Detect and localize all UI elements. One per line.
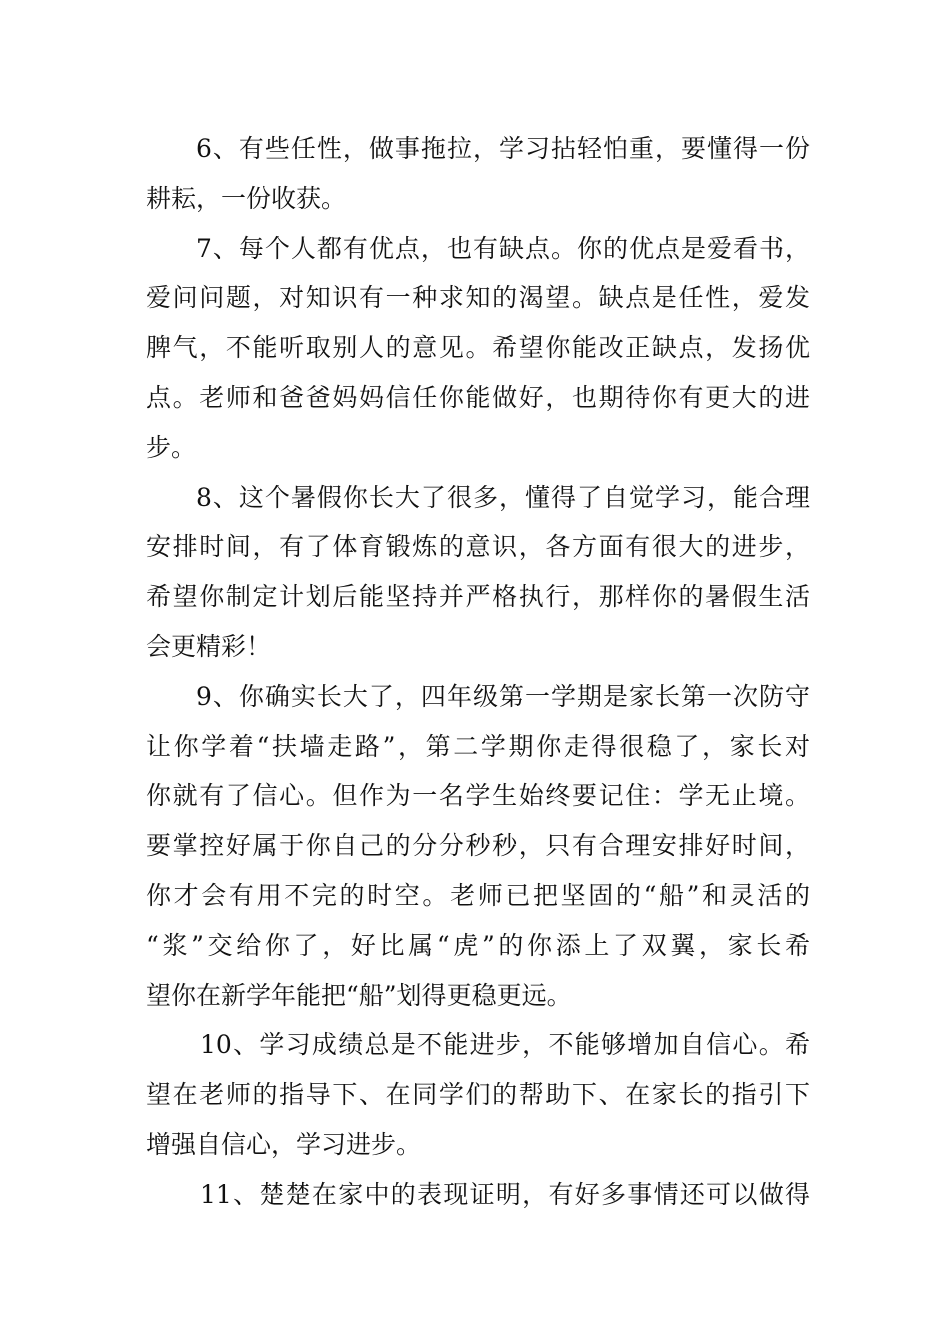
paragraph-8-line-1: 8、这个暑假你长大了很多，懂得了自觉学习，能合理: [196, 482, 810, 512]
paragraph-10-line-2: 望在老师的指导下、在同学们的帮助下、在家长的指引下: [146, 1080, 810, 1110]
paragraph-9-line-4: 要掌控好属于你自己的分分秒秒，只有合理安排好时间，: [146, 831, 810, 861]
paragraph-8-line-4: 会更精彩！: [146, 631, 272, 661]
paragraph-9-line-7: 望你在新学年能把“船”划得更稳更远。: [146, 980, 572, 1010]
paragraph-10-line-3: 增强自信心，学习进步。: [146, 1129, 422, 1159]
paragraph-7-line-3: 脾气，不能听取别人的意见。希望你能改正缺点，发扬优: [146, 333, 810, 363]
paragraph-8-line-2: 安排时间，有了体育锻炼的意识，各方面有很大的进步，: [146, 532, 810, 562]
paragraph-9-line-3: 你就有了信心。但作为一名学生始终要记住：学无止境。: [146, 781, 810, 811]
paragraph-10-line-1: 10、学习成绩总是不能进步，不能够增加自信心。希: [200, 1030, 810, 1060]
paragraph-9-line-5: 你才会有用不完的时空。老师已把坚固的“船”和灵活的: [146, 880, 810, 910]
paragraph-7-line-5: 步。: [146, 432, 197, 462]
paragraph-9-line-2: 让你学着“扶墙走路”，第二学期你走得很稳了，家长对: [146, 731, 810, 761]
paragraph-8-line-3: 希望你制定计划后能坚持并严格执行，那样你的暑假生活: [146, 582, 810, 612]
document-body: [146, 124, 810, 1220]
paragraph-7-line-1: 7、每个人都有优点，也有缺点。你的优点是爱看书，: [196, 233, 810, 263]
paragraph-9-line-1: 9、你确实长大了，四年级第一学期是家长第一次防守: [196, 681, 810, 711]
paragraph-6-line-2: 耕耘，一份收获。: [146, 183, 347, 213]
paragraph-7-line-2: 爱问问题，对知识有一种求知的渴望。缺点是任性，爱发: [146, 283, 810, 313]
paragraph-7-line-4: 点。老师和爸爸妈妈信任你能做好，也期待你有更大的进: [146, 382, 810, 412]
paragraph-9-line-6: “浆”交给你了，好比属“虎”的你添上了双翼，家长希: [146, 930, 810, 960]
paragraph-6-line-1: 6、有些任性，做事拖拉，学习拈轻怕重，要懂得一份: [196, 134, 810, 163]
paragraph-11-line-1: 11、楚楚在家中的表现证明，有好多事情还可以做得: [200, 1179, 810, 1209]
